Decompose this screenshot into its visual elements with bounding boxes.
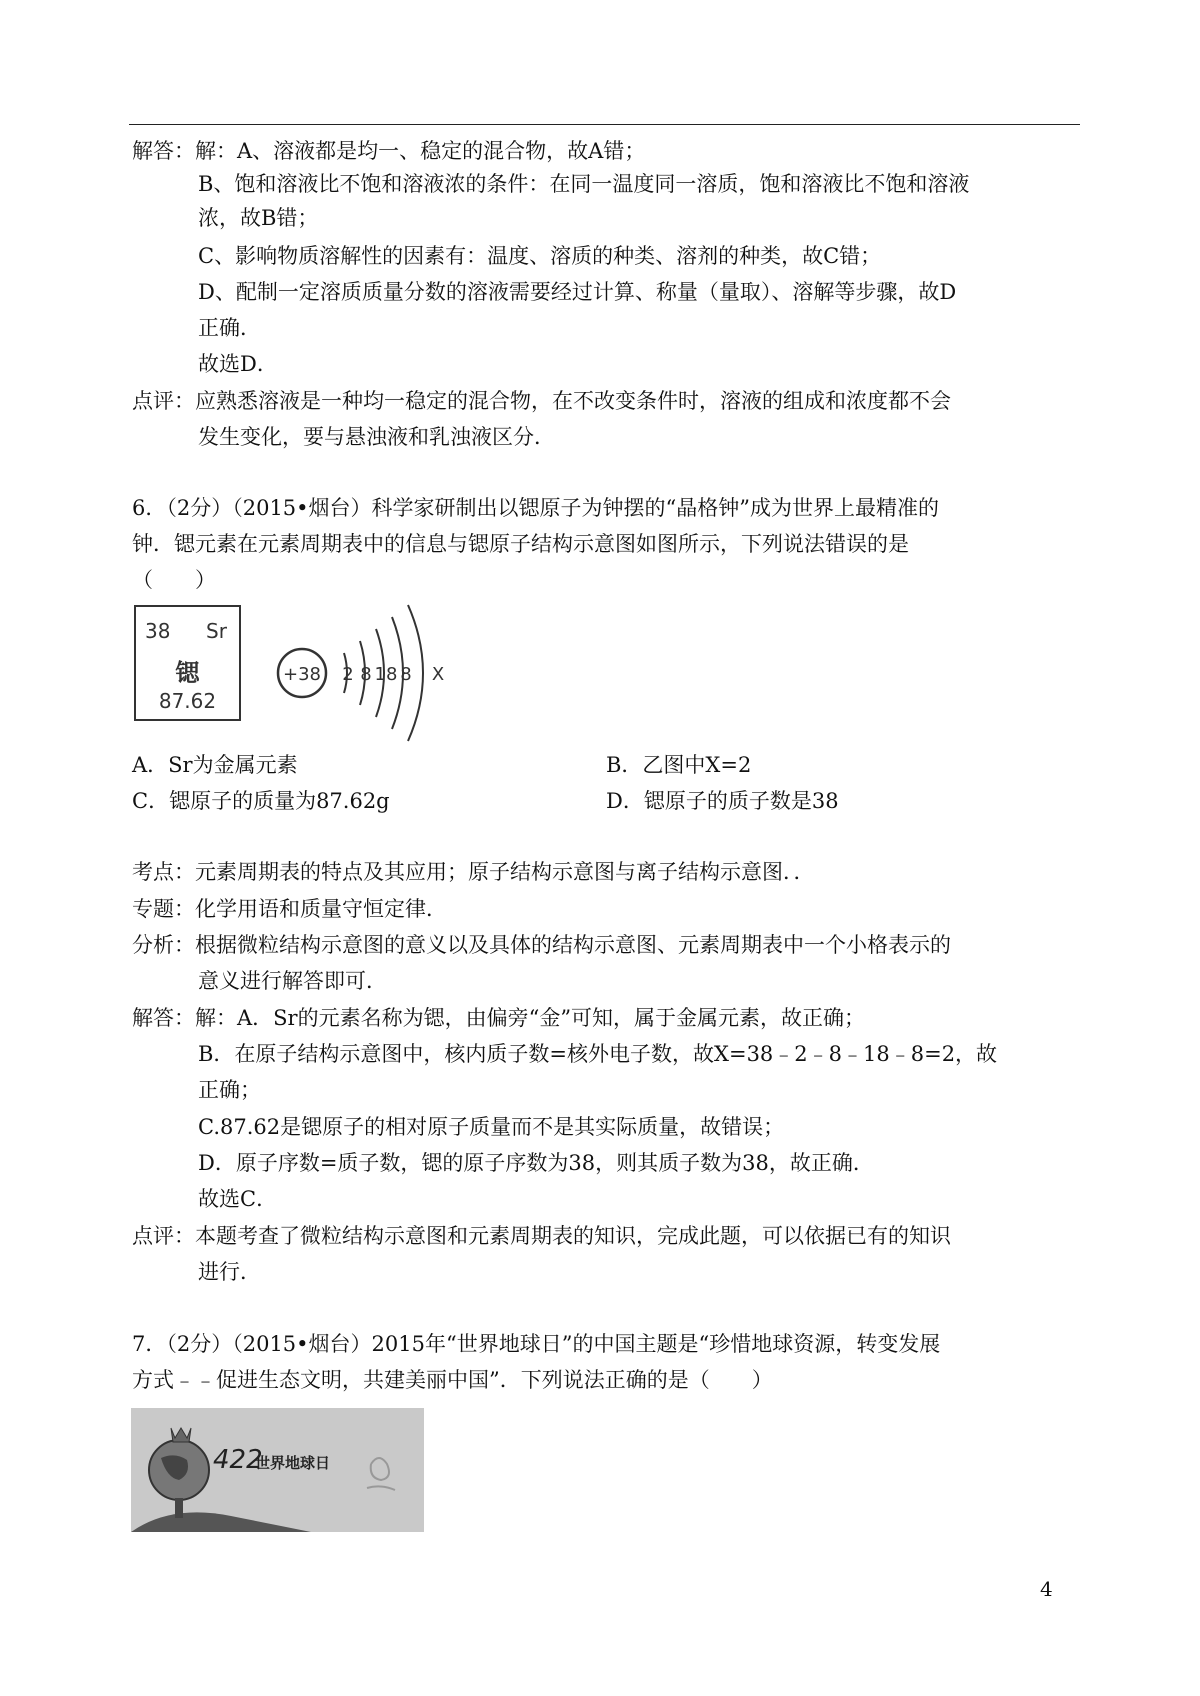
prev-answer-line-2: B、饱和溶液比不饱和溶液浓的条件：在同一温度同一溶质，饱和溶液比不饱和溶液 — [198, 172, 970, 196]
prev-comment-line-2: 发生变化，要与悬浊液和乳浊液区分． — [198, 425, 555, 449]
q6-jieda-line-3: 正确； — [198, 1078, 261, 1102]
q7-stem-line-1: 7．（2分）（2015•烟台）2015年“世界地球日”的中国主题是“珍惜地球资源，转变发展 — [132, 1332, 941, 1356]
prev-answer-line-3: 浓，故B错； — [198, 206, 319, 230]
earth-day-title: 世界地球日 — [255, 1454, 331, 1472]
q6-jieda-line-5: D．原子序数=质子数，锶的原子序数为38，则其质子数为38，故正确． — [198, 1151, 874, 1175]
q6-option-b: B．乙图中X=2 — [606, 753, 752, 777]
prev-comment-line-1: 点评：应熟悉溶液是一种均一稳定的混合物，在不改变条件时，溶液的组成和浓度都不会 — [132, 389, 951, 413]
prev-answer-line-5: D、配制一定溶质质量分数的溶液需要经过计算、称量（量取）、溶解等步骤，故D — [198, 280, 957, 304]
q6-fenxi-line-1: 分析：根据微粒结构示意图的意义以及具体的结构示意图、元素周期表中一个小格表示的 — [132, 933, 951, 957]
atom-structure-diagram — [268, 595, 468, 745]
q6-stem-line-1: 6．（2分）（2015•烟台）科学家研制出以锶原子为钟摆的“晶格钟”成为世界上最精准的 — [132, 496, 940, 520]
element-box — [134, 605, 241, 721]
earth-day-logo-text: 422 — [213, 1445, 263, 1475]
earth-day-image — [131, 1408, 424, 1532]
q6-jieda-line-6: 故选C． — [198, 1187, 278, 1211]
prev-answer-line-1: 解答：解：A、溶液都是均一、稳定的混合物，故A错； — [132, 139, 646, 163]
q6-jieda-line-1: 解答：解：A．Sr的元素名称为锶，由偏旁“金”可知，属于金属元素，故正确； — [132, 1006, 866, 1030]
nucleus-charge: +38 — [283, 664, 321, 685]
q6-kaodian: 考点：元素周期表的特点及其应用；原子结构示意图与离子结构示意图．． — [132, 860, 815, 884]
element-mass: 87.62 — [158, 689, 217, 713]
q6-option-c: C．锶原子的质量为87.62g — [132, 789, 390, 813]
shell-count-1: 2 — [342, 664, 354, 685]
element-name: 锶 — [175, 659, 200, 687]
q6-jieda-line-2: B．在原子结构示意图中，核内质子数=核外电子数，故X=38﹣2﹣8﹣18﹣8=2，故 — [198, 1042, 998, 1066]
q6-dianping-line-2: 进行． — [198, 1260, 261, 1284]
q6-zhuanti: 专题：化学用语和质量守恒定律． — [132, 897, 447, 921]
shell-count-5: X — [431, 664, 445, 685]
page-number: 4 — [1040, 1577, 1053, 1601]
q6-dianping-line-1: 点评：本题考查了微粒结构示意图和元素周期表的知识，完成此题，可以依据已有的知识 — [132, 1224, 951, 1248]
q6-option-d: D．锶原子的质子数是38 — [606, 789, 839, 813]
q6-stem-line-3: （ ） — [132, 568, 216, 592]
shell-count-3: 18 — [374, 664, 398, 685]
q6-stem-line-2: 钟．锶元素在元素周期表中的信息与锶原子结构示意图如图所示，下列说法错误的是 — [132, 532, 909, 556]
prev-answer-line-4: C、影响物质溶解性的因素有：温度、溶质的种类、溶剂的种类，故C错； — [198, 244, 882, 268]
shell-count-2: 8 — [360, 664, 372, 685]
prev-answer-line-7: 故选D． — [198, 352, 278, 376]
shell-count-4: 8 — [400, 664, 412, 685]
q6-option-a: A．Sr为金属元素 — [132, 753, 298, 777]
q6-jieda-line-4: C.87.62是锶原子的相对原子质量而不是其实际质量，故错误； — [198, 1115, 785, 1139]
q6-fenxi-line-2: 意义进行解答即可． — [198, 969, 387, 993]
prev-answer-line-6: 正确． — [198, 316, 261, 340]
element-number: 38 — [145, 619, 171, 643]
q7-stem-line-2: 方式﹣﹣促进生态文明，共建美丽中国”．下列说法正确的是（ ） — [132, 1368, 773, 1392]
header-rule — [129, 124, 1080, 125]
element-symbol: Sr — [206, 619, 227, 643]
